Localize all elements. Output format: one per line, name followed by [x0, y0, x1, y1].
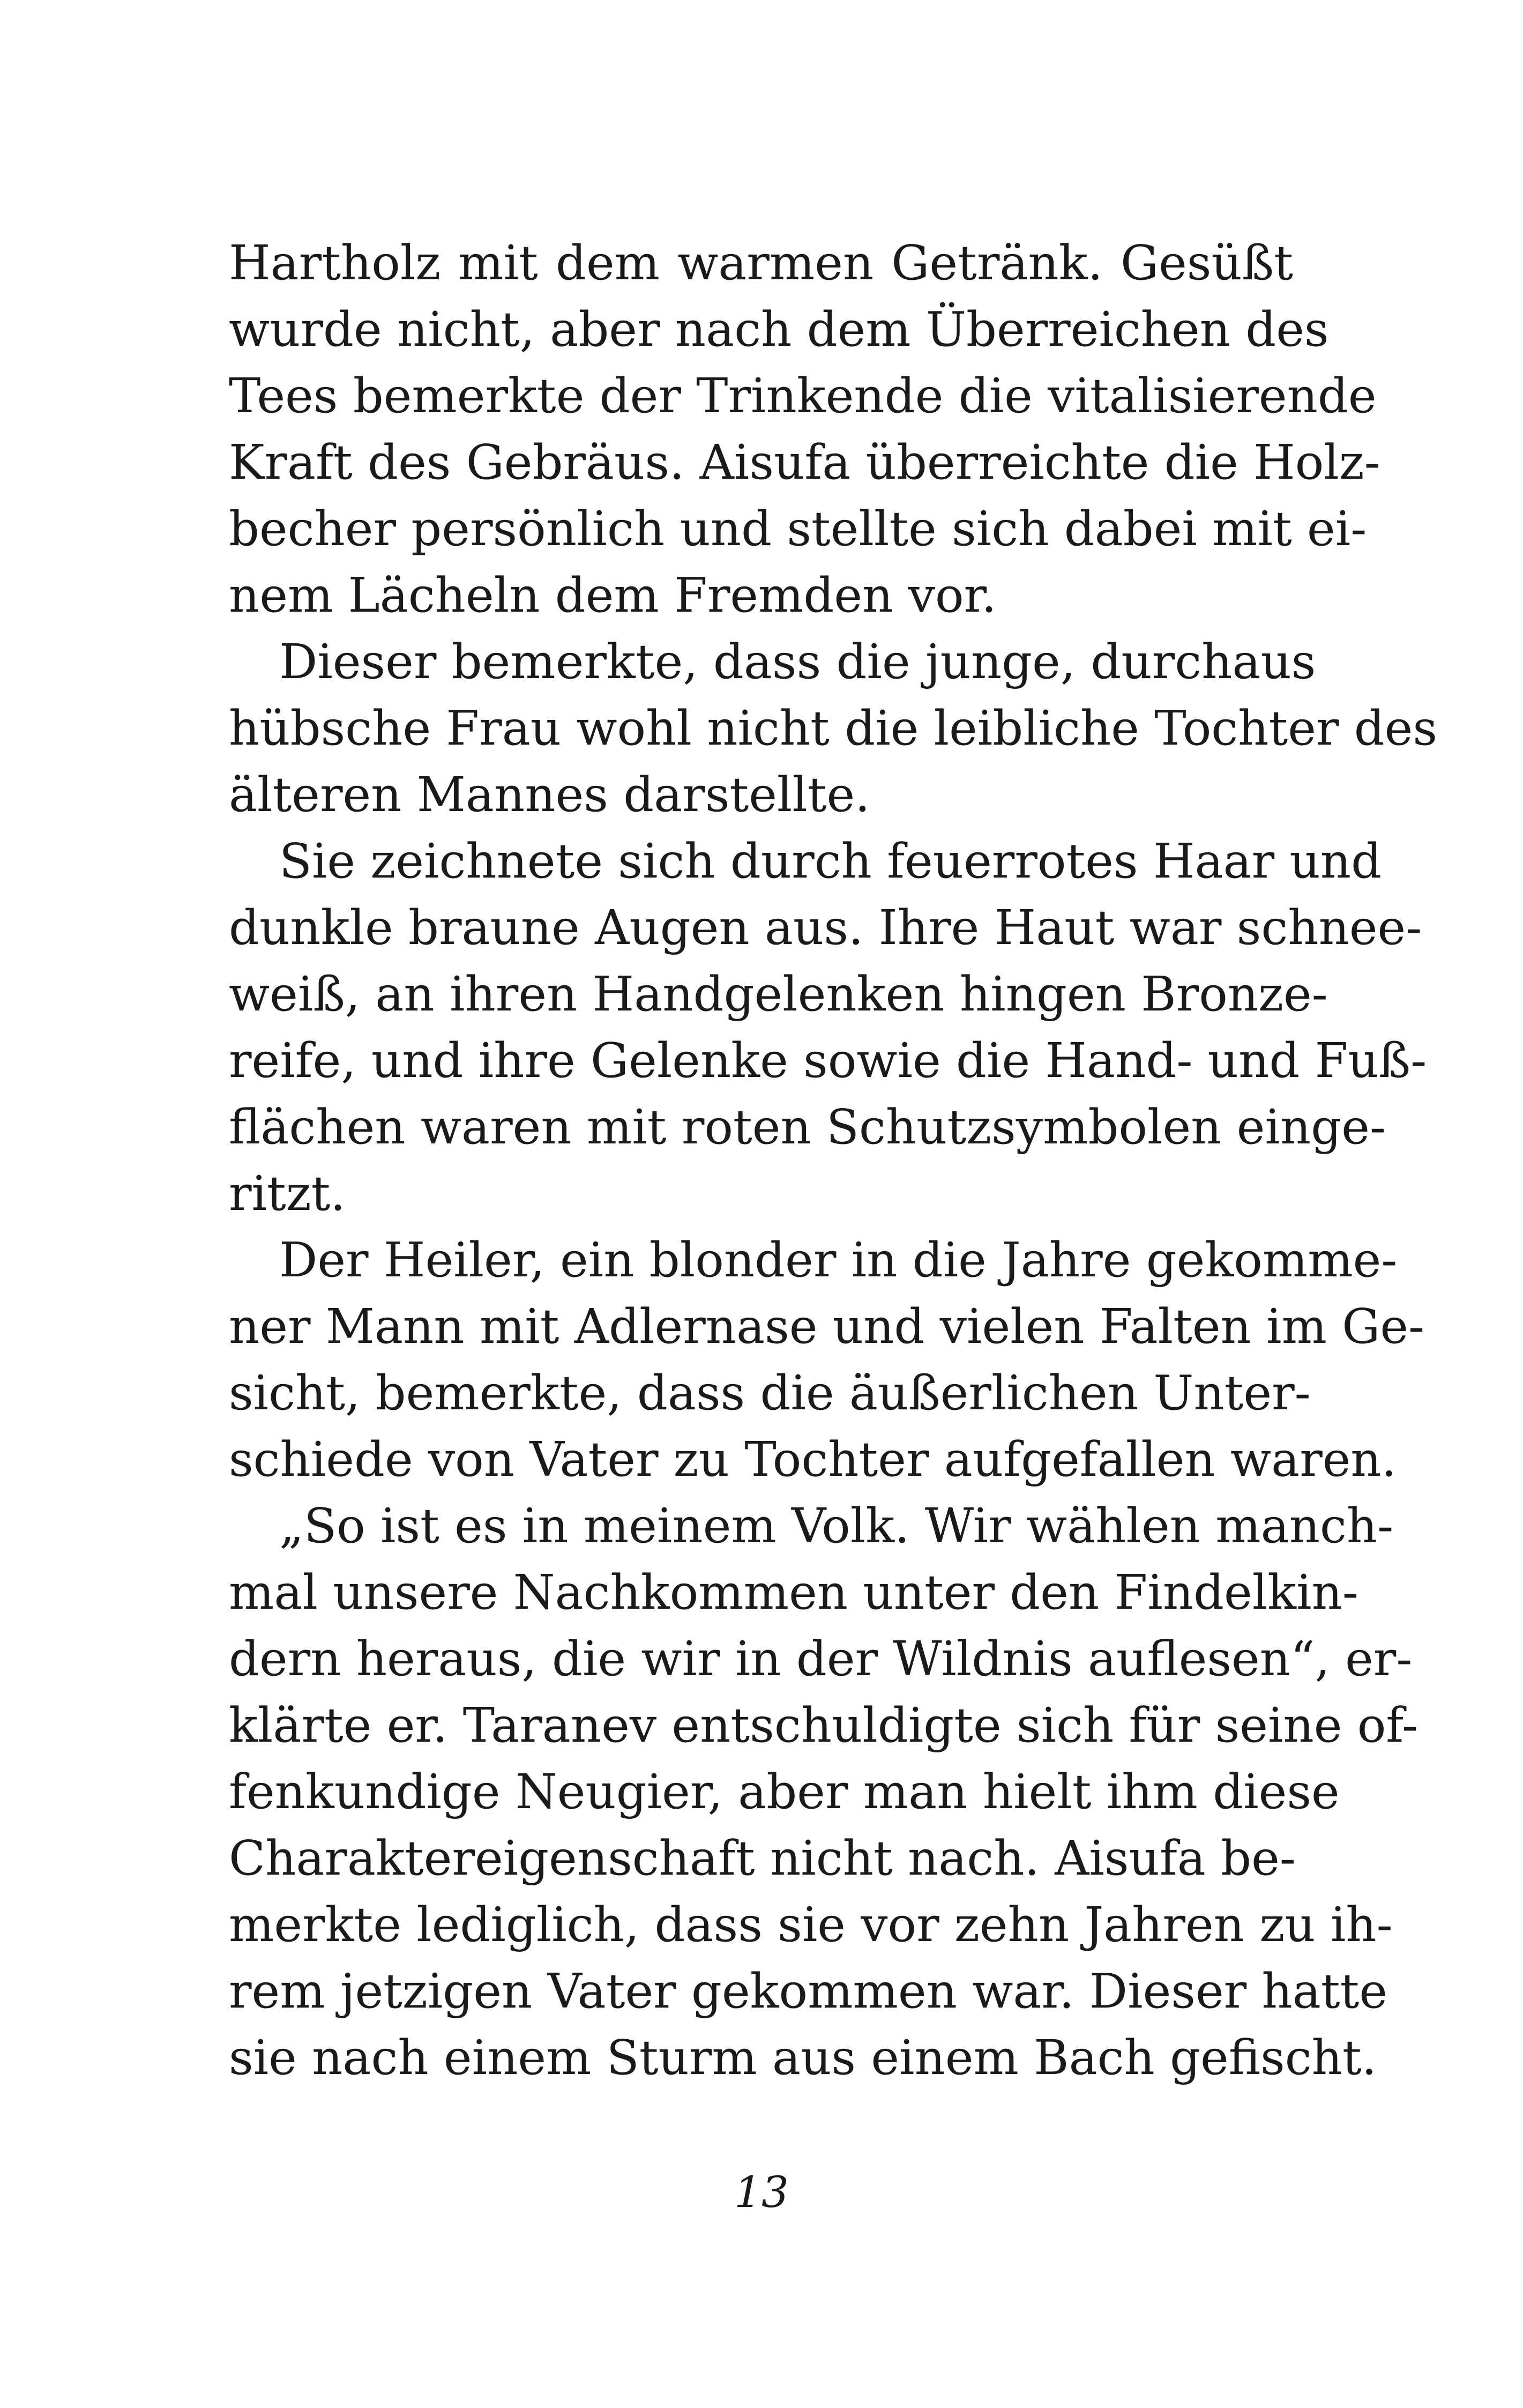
text-line: dunkle braune Augen aus. Ihre Haut war schnee-: [229, 900, 1422, 955]
page-number: 13: [734, 2167, 789, 2217]
text-line: wurde nicht, aber nach dem Überreichen des: [229, 301, 1329, 357]
text-line: dern heraus, die wir in der Wildnis auflesen“, er-: [229, 1631, 1413, 1686]
text-line: nem Lächeln dem Fremden vor.: [229, 567, 997, 623]
text-line: Tees bemerkte der Trinkende die vitalisierende: [229, 368, 1377, 423]
text-line: sie nach einem Sturm aus einem Bach gefischt.: [229, 2030, 1377, 2085]
text-line: Dieser bemerkte, dass die junge, durchaus: [279, 634, 1316, 689]
text-line: sicht, bemerkte, dass die äußerlichen Unter-: [229, 1365, 1311, 1421]
text-line: reife, und ihre Gelenke sowie die Hand- und Fuß-: [229, 1032, 1427, 1088]
text-line: rem jetzigen Vater gekommen war. Dieser hatte: [229, 1963, 1388, 2019]
text-line: ritzt.: [229, 1165, 346, 1221]
text-line: Kraft des Gebräus. Aisufa überreichte die Holz-: [229, 434, 1380, 490]
text-line: merkte lediglich, dass sie vor zehn Jahren zu ih-: [229, 1897, 1393, 1952]
text-line: fenkundige Neugier, aber man hielt ihm diese: [229, 1764, 1340, 1819]
text-line: ner Mann mit Adlernase und vielen Falten im Ge-: [229, 1298, 1425, 1354]
text-line: weiß, an ihren Handgelenken hingen Bronze-: [229, 966, 1328, 1022]
text-line: Charaktereigenschaft nicht nach. Aisufa be-: [229, 1830, 1296, 1886]
text-line: älteren Mannes darstellte.: [229, 767, 870, 822]
text-line: schiede von Vater zu Tochter aufgefallen waren.: [229, 1431, 1397, 1487]
text-line: mal unsere Nachkommen unter den Findelkin-: [229, 1564, 1358, 1620]
text-line: flächen waren mit roten Schutzsymbolen einge-: [229, 1099, 1386, 1155]
text-line: „So ist es in meinem Volk. Wir wählen manch-: [279, 1498, 1394, 1554]
text-line: hübsche Frau wohl nicht die leibliche Tochter des: [229, 700, 1438, 756]
text-line: klärte er. Taranev entschuldigte sich für seine of-: [229, 1697, 1419, 1753]
text-line: Sie zeichnete sich durch feuerrotes Haar und: [279, 833, 1382, 889]
text-line: Hartholz mit dem warmen Getränk. Gesüßt: [229, 235, 1293, 291]
text-line: becher persönlich und stellte sich dabei mit ei-: [229, 501, 1367, 556]
text-line: Der Heiler, ein blonder in die Jahre gekomme-: [279, 1232, 1398, 1288]
body-text: [229, 229, 1438, 2091]
